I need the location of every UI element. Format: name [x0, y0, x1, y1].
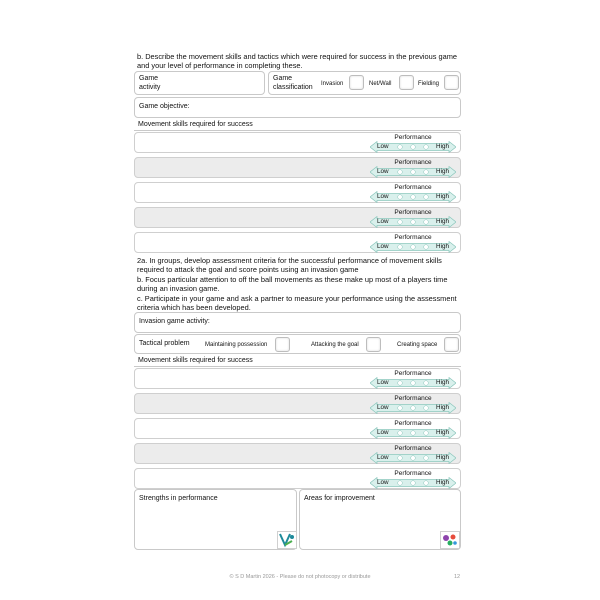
performance-title: Performance: [394, 159, 432, 166]
performance-high-label: High: [436, 453, 449, 461]
performance-low-label: Low: [377, 378, 389, 386]
performance-high-label: High: [436, 403, 449, 411]
classification-option-label: Fielding: [418, 81, 440, 87]
maintaining-possession-checkbox[interactable]: [275, 337, 290, 352]
invasion-activity-box[interactable]: [134, 312, 461, 333]
performance-scale: [370, 370, 456, 389]
performance-scale: [370, 395, 456, 414]
game-objective-label: Game objective:: [139, 103, 190, 110]
performance-scale: [370, 420, 456, 439]
performance-scale: [370, 159, 456, 178]
section-divider: [134, 366, 461, 367]
performance-scale: [370, 134, 456, 153]
invasion-checkbox[interactable]: [349, 75, 364, 90]
performance-title: Performance: [394, 209, 432, 216]
performance-title: Performance: [394, 134, 432, 141]
skill-row[interactable]: [134, 468, 461, 489]
game-activity-box[interactable]: [134, 71, 265, 95]
performance-scale: [370, 445, 456, 464]
movement-skills-title: Movement skills required for success: [138, 121, 253, 128]
performance-low-label: Low: [377, 242, 389, 250]
performance-low-label: Low: [377, 403, 389, 411]
performance-low-label: Low: [377, 428, 389, 436]
strengths-box[interactable]: [134, 489, 297, 550]
improvement-logo-icon: [440, 531, 460, 549]
classification-option-label: Net/Wall: [369, 81, 392, 87]
question-2a-text: 2a. In groups, develop assessment criteria for the successful performance of movement skills required to attack the goal and score points using an invasion game: [137, 256, 442, 275]
tactical-problem-box: [134, 334, 461, 354]
classification-option-label: Invasion: [321, 81, 344, 87]
performance-low-label: Low: [377, 142, 389, 150]
skill-row[interactable]: [134, 232, 461, 253]
skill-row[interactable]: [134, 132, 461, 153]
performance-high-label: High: [436, 242, 449, 250]
strengths-label: Strengths in performance: [139, 495, 218, 502]
footer-copyright: © S D Martin 2026 - Please do not photocopy or distribute: [229, 574, 371, 580]
game-classification-box: [268, 71, 461, 95]
skill-row[interactable]: [134, 418, 461, 439]
question-2c-text: c. Participate in your game and ask a partner to measure your performance using the assessment criteria which has been developed.: [137, 293, 457, 313]
performance-title: Performance: [394, 184, 432, 191]
performance-low-label: Low: [377, 217, 389, 225]
movement-skills-title-2: Movement skills required for success: [138, 357, 253, 364]
performance-low-label: Low: [377, 192, 389, 200]
net-wall-checkbox[interactable]: [399, 75, 414, 90]
performance-high-label: High: [436, 478, 449, 486]
performance-title: Performance: [394, 370, 432, 377]
performance-low-label: Low: [377, 478, 389, 486]
performance-low-label: Low: [377, 453, 389, 461]
performance-high-label: High: [436, 167, 449, 175]
performance-high-label: High: [436, 378, 449, 386]
page-number: 12: [454, 574, 461, 580]
performance-scale: [370, 470, 456, 489]
question-2a-block: [137, 256, 467, 312]
question-2b-text: b. Focus particular attention to off the ball movements as these make up most of a players time during an invasion game.: [137, 274, 448, 294]
invasion-activity-label: Invasion game activity:: [139, 318, 210, 325]
skill-row[interactable]: [134, 368, 461, 389]
performance-high-label: High: [436, 428, 449, 436]
game-classification-label: Game classification: [273, 75, 313, 91]
creating-space-checkbox[interactable]: [444, 337, 459, 352]
intro-question-b: b. Describe the movement skills and tactics which were required for success in the previous game and your level of performance in completing these.: [137, 52, 457, 71]
attacking-goal-checkbox[interactable]: [366, 337, 381, 352]
performance-scale: [370, 209, 456, 228]
skill-row[interactable]: [134, 443, 461, 464]
skill-row[interactable]: [134, 207, 461, 228]
areas-box[interactable]: [299, 489, 461, 550]
fielding-checkbox[interactable]: [444, 75, 459, 90]
performance-title: Performance: [394, 420, 432, 427]
areas-label: Areas for improvement: [304, 495, 375, 502]
performance-title: Performance: [394, 470, 432, 477]
performance-title: Performance: [394, 445, 432, 452]
tactical-option-label: Creating space: [397, 342, 438, 348]
game-activity-label: Game activity: [139, 75, 161, 91]
performance-high-label: High: [436, 192, 449, 200]
performance-scale: [370, 234, 456, 253]
performance-high-label: High: [436, 142, 449, 150]
section-divider: [134, 130, 461, 131]
skill-row[interactable]: [134, 157, 461, 178]
performance-high-label: High: [436, 217, 449, 225]
performance-title: Performance: [394, 234, 432, 241]
performance-scale: [370, 184, 456, 203]
skill-row[interactable]: [134, 393, 461, 414]
tactical-problem-label: Tactical problem: [139, 340, 190, 347]
performance-low-label: Low: [377, 167, 389, 175]
tactical-option-label: Maintaining possession: [205, 342, 268, 348]
performance-title: Performance: [394, 395, 432, 402]
game-objective-box[interactable]: [134, 97, 461, 118]
skill-row[interactable]: [134, 182, 461, 203]
tactical-option-label: Attacking the goal: [311, 342, 359, 348]
strength-logo-icon: [277, 531, 297, 549]
